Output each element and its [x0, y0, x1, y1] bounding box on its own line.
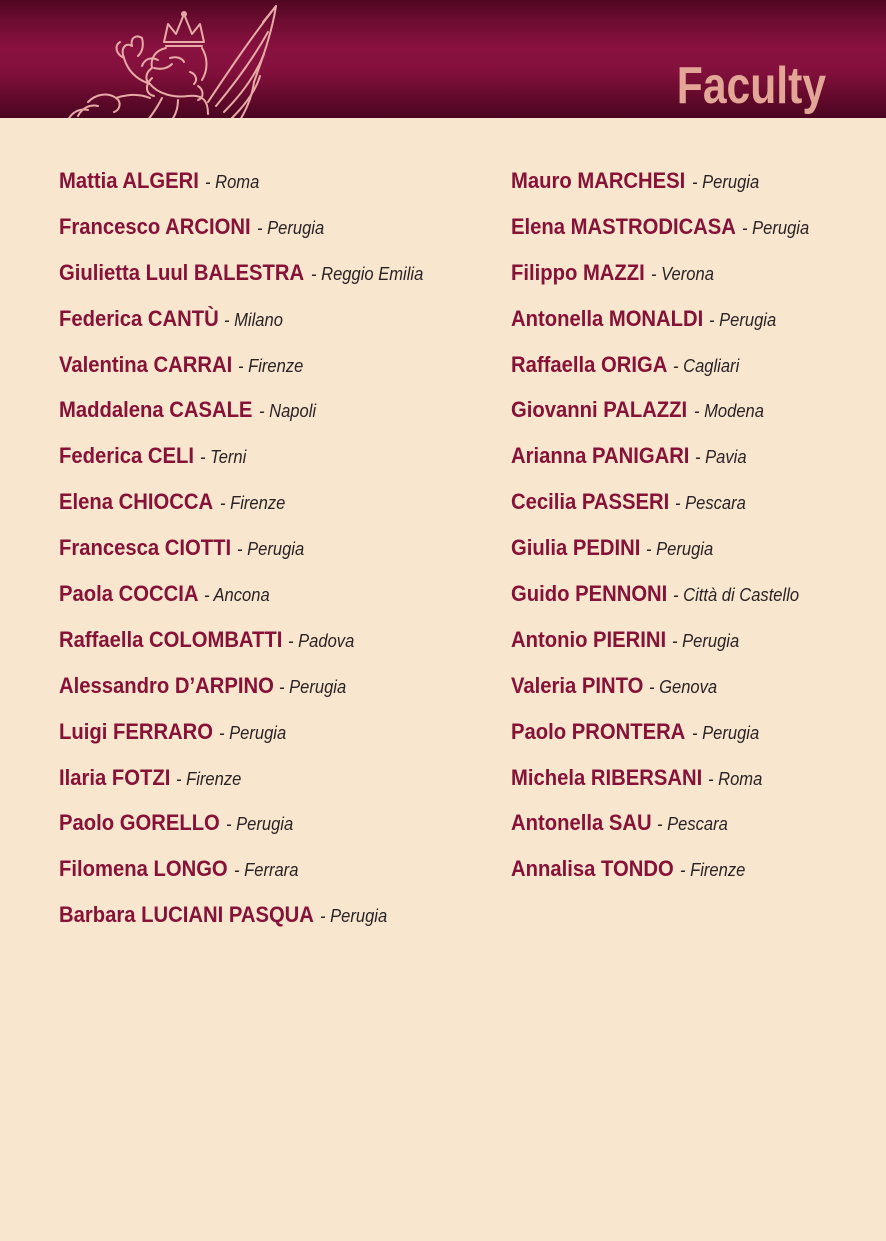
- faculty-city: - Milano: [224, 309, 284, 330]
- faculty-name: Valentina CARRAI: [59, 351, 233, 377]
- faculty-city: - Ancona: [204, 585, 270, 606]
- faculty-entry: [511, 579, 871, 625]
- faculty-city: - Pescara: [675, 493, 747, 514]
- faculty-name: Annalisa TONDO: [511, 856, 674, 882]
- faculty-name: Michela RIBERSANI: [511, 764, 703, 790]
- faculty-city: - Genova: [649, 676, 718, 697]
- faculty-entry: [511, 625, 871, 671]
- faculty-city: - Modena: [693, 401, 764, 422]
- faculty-city: - Firenze: [679, 860, 745, 881]
- faculty-name: Federica CELI: [59, 443, 194, 469]
- faculty-entry: [511, 441, 871, 487]
- faculty-city: - Perugia: [279, 676, 347, 697]
- faculty-entry: [59, 304, 489, 350]
- faculty-entry: [59, 900, 489, 946]
- faculty-entry: [511, 763, 871, 809]
- faculty-city: - Pescara: [657, 814, 729, 835]
- faculty-entry: [511, 533, 871, 579]
- faculty-name: Valeria PINTO: [511, 672, 644, 698]
- faculty-city: - Perugia: [691, 722, 759, 743]
- faculty-entry: [59, 579, 489, 625]
- faculty-entry: [59, 258, 489, 304]
- faculty-entry: [511, 854, 871, 900]
- faculty-entry: [59, 350, 489, 396]
- faculty-city: - Pavia: [695, 447, 747, 468]
- header-band: [0, 0, 886, 118]
- faculty-entry: [59, 441, 489, 487]
- faculty-name: Barbara LUCIANI PASQUA: [59, 902, 314, 928]
- faculty-entry: [59, 487, 489, 533]
- faculty-name: Antonella SAU: [511, 810, 652, 836]
- faculty-name: Filippo MAZZI: [511, 259, 645, 285]
- faculty-city: - Perugia: [320, 906, 388, 927]
- faculty-city: - Firenze: [238, 355, 304, 376]
- faculty-name: Paolo PRONTERA: [511, 718, 686, 744]
- faculty-city: - Verona: [651, 263, 715, 284]
- faculty-city: - Padova: [288, 630, 355, 651]
- faculty-city: - Perugia: [691, 172, 759, 192]
- faculty-city: - Cagliari: [673, 355, 740, 376]
- faculty-city: - Perugia: [709, 309, 777, 330]
- faculty-name: Francesco ARCIONI: [59, 213, 251, 239]
- faculty-entry: [511, 487, 871, 533]
- faculty-list-left: [59, 166, 489, 946]
- faculty-name: Elena MASTRODICASA: [511, 213, 736, 239]
- faculty-entry: [59, 212, 489, 258]
- faculty-name: Filomena LONGO: [59, 856, 228, 882]
- faculty-list-right: [511, 166, 871, 900]
- faculty-name: Raffaella ORIGA: [511, 351, 668, 377]
- faculty-city: - Ferrara: [234, 860, 299, 881]
- faculty-city: - Perugia: [237, 539, 305, 560]
- faculty-name: Federica CANTÙ: [59, 305, 219, 331]
- faculty-entry: [511, 671, 871, 717]
- faculty-entry: [59, 717, 489, 763]
- faculty-name: Luigi FERRARO: [59, 718, 214, 744]
- faculty-name: Ilaria FOTZI: [59, 764, 171, 790]
- faculty-entry: [511, 808, 871, 854]
- faculty-city: - Roma: [204, 172, 260, 192]
- faculty-entry: [59, 166, 489, 212]
- faculty-city: - Città di Castello: [673, 585, 800, 606]
- faculty-entry: [511, 166, 871, 212]
- page-title: Faculty: [676, 57, 826, 115]
- faculty-name: Cecilia PASSERI: [511, 489, 670, 515]
- faculty-city: - Reggio Emilia: [310, 263, 423, 284]
- faculty-entry: [59, 808, 489, 854]
- faculty-name: Giovanni PALAZZI: [511, 397, 688, 423]
- faculty-name: Antonella MONALDI: [511, 305, 704, 331]
- faculty-city: - Perugia: [256, 217, 325, 238]
- faculty-city: - Perugia: [645, 539, 714, 560]
- faculty-city: - Firenze: [219, 493, 285, 514]
- faculty-entry: [59, 854, 489, 900]
- faculty-city: - Napoli: [258, 401, 316, 422]
- faculty-name: Giulia PEDINI: [511, 535, 641, 561]
- faculty-city: - Perugia: [671, 630, 740, 651]
- faculty-name: Antonio PIERINI: [511, 626, 667, 652]
- faculty-entry: [59, 671, 489, 717]
- faculty-city: - Firenze: [176, 768, 242, 789]
- faculty-city: - Perugia: [225, 814, 293, 835]
- faculty-entry: [511, 717, 871, 763]
- faculty-name: Mauro MARCHESI: [511, 168, 686, 193]
- faculty-entry: [59, 625, 489, 671]
- faculty-city: - Terni: [199, 447, 247, 468]
- faculty-entry: [59, 533, 489, 579]
- faculty-entry: [511, 258, 871, 304]
- faculty-name: Guido PENNONI: [511, 581, 668, 607]
- faculty-city: - Roma: [708, 768, 763, 789]
- faculty-name: Arianna PANIGARI: [511, 443, 690, 469]
- faculty-city: - Perugia: [742, 217, 810, 238]
- faculty-entry: [59, 395, 489, 441]
- faculty-entry: [59, 763, 489, 809]
- faculty-name: Maddalena CASALE: [59, 397, 253, 423]
- winged-lion-emblem-icon: [58, 2, 288, 118]
- faculty-name: Paolo GORELLO: [59, 810, 220, 836]
- faculty-name: Alessandro D’ARPINO: [59, 672, 274, 698]
- faculty-city: - Perugia: [219, 722, 287, 743]
- faculty-name: Francesca CIOTTI: [59, 535, 232, 561]
- faculty-name: Mattia ALGERI: [59, 168, 199, 193]
- faculty-entry: [511, 350, 871, 396]
- faculty-name: Paola COCCIA: [59, 581, 199, 607]
- faculty-name: Giulietta Luul BALESTRA: [59, 259, 305, 285]
- faculty-name: Raffaella COLOMBATTI: [59, 626, 283, 652]
- faculty-entry: [511, 212, 871, 258]
- faculty-name: Elena CHIOCCA: [59, 489, 214, 515]
- faculty-entry: [511, 395, 871, 441]
- faculty-entry: [511, 304, 871, 350]
